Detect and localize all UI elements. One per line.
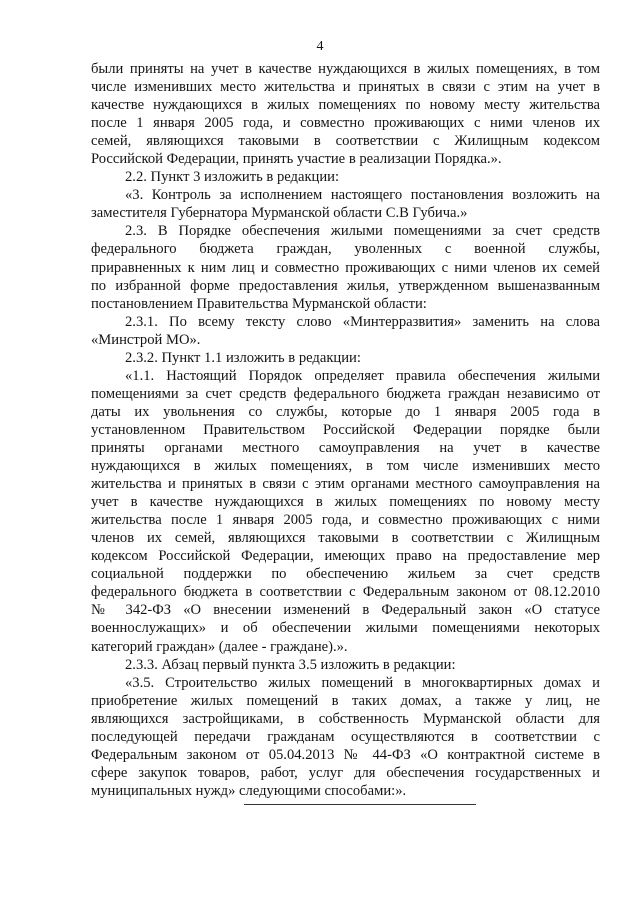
text-line: по избранной форме предоставления жилья, утвержденном вышеназванным: [91, 277, 600, 294]
text-line: даты их увольнения со службы, которые до 1 января 2005 года в: [91, 403, 600, 420]
text-line: числе изменивших место жительства и принятых в связи с этим на учет в: [91, 79, 600, 96]
text-line: после 1 января 2005 года, и совместно проживающих с ними членов их: [91, 115, 600, 132]
text-line: приняты органами местного самоуправления на учет в качестве: [91, 439, 600, 456]
footer-divider: [244, 804, 476, 805]
text-line: «3.5. Строительство жилых помещений в многоквартирных домах и: [125, 674, 600, 691]
text-line: 2.3.1. По всему тексту слово «Минтерразвития» заменить на слова: [125, 313, 600, 330]
text-line: социальной поддержки по обеспечению жильем за счет средств: [91, 566, 600, 583]
text-line: «1.1. Настоящий Порядок определяет правила обеспечения жилыми: [125, 367, 600, 384]
text-line: приобретение жилых помещений в таких домах, а также у лиц, не: [91, 692, 600, 709]
text-line: Федеральным законом от 05.04.2013 № 44-ФЗ «О контрактной системе в: [91, 746, 600, 763]
text-line: членов их семей, являющихся таковыми в соответствии с Жилищным: [91, 530, 600, 547]
text-line: жительства после 1 января 2005 года, и совместно проживающих с ними: [91, 512, 600, 529]
text-line: Российской Федерации, принять участие в реализации Порядка.».: [91, 151, 502, 168]
text-line: «3. Контроль за исполнением настоящего постановления возложить на: [125, 187, 600, 204]
text-line: категорий граждан» (далее - граждане).».: [91, 638, 348, 655]
text-line: последующей передачи гражданам осуществляются в соответствии с: [91, 728, 600, 745]
text-line: федерального бюджета граждан, уволенных с военной службы,: [91, 241, 600, 258]
text-line: установленном Правительством Российской Федерации порядке были: [91, 421, 600, 438]
text-line: «Минстрой МО».: [91, 331, 201, 348]
document-body: [91, 60, 600, 800]
text-line: являющихся застройщиками, в собственность Мурманской области для: [91, 710, 600, 727]
text-line: семей, являющихся таковыми в соответствии с Жилищным кодексом: [91, 133, 600, 150]
text-line: помещениями за счет средств федерального бюджета граждан независимо от: [91, 385, 600, 402]
text-line: сфере закупок товаров, работ, услуг для обеспечения государственных и: [91, 764, 600, 781]
text-line: 2.2. Пункт 3 изложить в редакции:: [125, 169, 340, 186]
text-line: 2.3. В Порядке обеспечения жилыми помещениями за счет средств: [125, 223, 600, 240]
text-line: 2.3.2. Пункт 1.1 изложить в редакции:: [125, 349, 361, 366]
text-line: постановлением Правительства Мурманской области:: [91, 295, 427, 312]
text-line: жительства и принятых в связи с этим органами местного самоуправления на: [91, 476, 600, 493]
text-line: федерального бюджета в соответствии с Федеральным законом от 08.12.2010: [91, 584, 600, 601]
text-line: 2.3.3. Абзац первый пункта 3.5 изложить в редакции:: [125, 656, 456, 673]
text-line: военнослужащих» и об обеспечении жилыми помещениями некоторых: [91, 620, 600, 637]
text-line: учет в качестве нуждающихся в жилых помещениях по новому месту: [91, 494, 600, 511]
text-line: муниципальных нужд» следующими способами:».: [91, 782, 407, 799]
text-line: № 342-ФЗ «О внесении изменений в Федеральный закон «О статусе: [91, 602, 600, 619]
text-line: нуждающихся в жилых помещениях, в том числе изменивших место: [91, 458, 600, 475]
text-line: приравненных к ним лиц и совместно проживающих с ними членов их семей: [91, 259, 600, 276]
text-line: были приняты на учет в качестве нуждающихся в жилых помещениях, в том: [91, 61, 600, 77]
text-line: качестве нуждающихся в жилых помещениях по новому месту жительства: [91, 97, 600, 114]
text-line: кодексом Российской Федерации, имеющих право на предоставление мер: [91, 548, 600, 565]
page-number: 4: [316, 39, 324, 54]
text-line: заместителя Губернатора Мурманской области С.В Губича.»: [91, 205, 468, 222]
